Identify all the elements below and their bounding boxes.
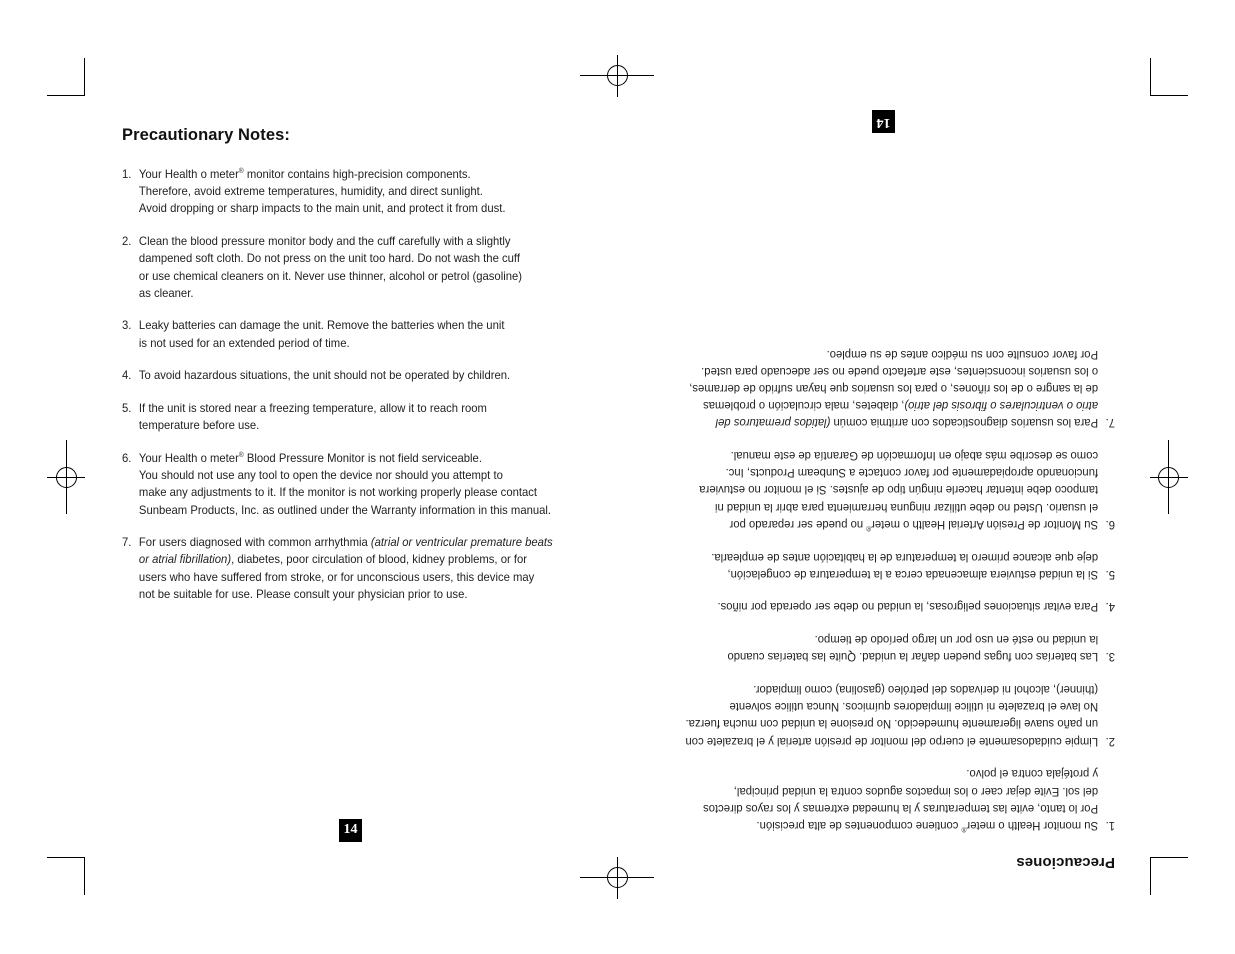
crop-mark-bottom-left-v — [84, 857, 85, 895]
list-item-line: (thinner), alcohol ni derivados del petróleo (gasolina) como limpiador. — [753, 683, 1099, 698]
list-item-line: Clean the blood pressure monitor body and the cuff carefully with a slightly — [138, 234, 511, 249]
list-item — [628, 681, 1115, 750]
list-item-number: 5. — [122, 401, 132, 416]
list-item-line: No lave el brazalete ni utilice limpiadores químicos. Nunca utilice solvente — [729, 700, 1099, 715]
list-item-number: 7. — [1105, 416, 1115, 431]
list-item-line: Su Monitor de Presión Arterial Health o meter® no puede ser reparado por — [729, 518, 1099, 533]
list-item-line: del sol. Evite dejar caer o los impactos agudos contra la unidad principal, — [733, 784, 1099, 799]
list-item-line: Your Health o meter® monitor contains high-precision components. — [138, 167, 471, 181]
list-item-line: as cleaner. — [138, 285, 194, 300]
crop-mark-bottom-right-h — [1150, 857, 1188, 858]
list-item-line: or atrial fibrillation), diabetes, poor circulation of blood, kidney problems, or for — [138, 552, 528, 567]
list-item-number: 3. — [122, 318, 132, 333]
crop-mark-top-right-v — [1150, 58, 1151, 96]
list-item-line: not be suitable for use. Please consult your physician prior to use. — [138, 586, 468, 601]
list-item — [628, 598, 1115, 615]
english-page — [122, 126, 592, 619]
list-item-line: un paño suave ligeramente humedecido. No presione la unidad con mucha fuerza. — [685, 717, 1099, 732]
spanish-page-inverted — [655, 330, 1115, 871]
list-item — [628, 346, 1115, 432]
list-item-line: Para evitar situaciones peligrosas, la unidad no debe ser operada por niños. — [717, 600, 1099, 615]
list-item-line: users who have suffered from stroke, or for unconscious users, this device may — [138, 569, 535, 584]
list-item-line: is not used for an extended period of time. — [138, 335, 350, 350]
list-item — [122, 166, 609, 218]
list-item-line: o los usuarios inconscientes, este artefacto puede no ser adecuado para usted. — [701, 364, 1099, 379]
list-item-line: Limpie cuidadosamente el cuerpo del monitor de presión arterial y el brazalete con — [685, 734, 1099, 749]
list-item-number: 6. — [1105, 518, 1115, 533]
list-item — [122, 450, 609, 519]
page-number-badge-inverted: 14 — [872, 110, 895, 133]
crop-mark-top-left-v — [84, 58, 85, 96]
list-item — [122, 317, 609, 351]
list-item-line: Para los usuarios diagnosticados con arritmia común (latidos prematuros del — [715, 416, 1099, 431]
list-item-line: You should not use any tool to open the device nor should you attempt to — [138, 468, 503, 483]
page-number-badge: 14 — [339, 819, 362, 842]
list-item-number: 6. — [122, 450, 132, 465]
page-title: Precautionary Notes: — [122, 126, 290, 144]
list-item-line: Your Health o meter® Blood Pressure Monitor is not field serviceable. — [138, 450, 482, 465]
list-item — [628, 549, 1115, 583]
list-item — [122, 367, 609, 384]
list-item-line: de la sangre o de los riñones, o para los usuarios que hayan sufrido de derrames, — [689, 382, 1099, 397]
list-item — [628, 631, 1115, 665]
list-item-line: make any adjustments to it. If the monitor is not working properly please contact — [138, 485, 538, 500]
precaution-list-spanish — [655, 346, 1115, 835]
list-item-line: or use chemical cleaners on it. Never use thinner, alcohol or petrol (gasoline) — [138, 268, 523, 283]
crop-mark-bottom-right-v — [1150, 857, 1151, 895]
list-item-line: y protéjala contra el polvo. — [966, 767, 1099, 782]
list-item — [122, 534, 609, 603]
list-item-line: la unidad no esté en uso por un largo período de tiempo. — [814, 633, 1099, 648]
registration-mark-right-circle — [1158, 467, 1179, 488]
list-item-line: For users diagnosed with common arrhythmia (atrial or ventricular premature beats — [138, 535, 553, 550]
list-item-line: Leaky batteries can damage the unit. Remove the batteries when the unit — [138, 318, 505, 333]
registration-mark-left-circle — [56, 467, 77, 488]
list-item-line: Por lo tanto, evite las temperaturas y la humedad extremas y los rayos directos — [703, 801, 1099, 816]
registration-mark-top-circle — [607, 65, 628, 86]
page-title-spanish: Precauciones — [1016, 854, 1115, 872]
list-item-line: temperature before use. — [138, 418, 260, 433]
list-item-line: To avoid hazardous situations, the unit should not be operated by children. — [138, 368, 511, 383]
list-item-line: deje que alcance primero la temperatura de la habitación antes de emplearla. — [711, 550, 1099, 565]
list-item — [628, 765, 1115, 834]
registration-mark-bottom-circle — [607, 867, 628, 888]
list-item-line: If the unit is stored near a freezing temperature, allow it to reach room — [138, 401, 487, 416]
list-item-line: dampened soft cloth. Do not press on the unit too hard. Do not wash the cuff — [138, 251, 520, 266]
list-item-number: 2. — [122, 234, 132, 249]
list-item-line: Si la unidad estuviera almacenada cerca a la temperatura de congelación, — [727, 567, 1099, 582]
precaution-list — [122, 166, 592, 603]
list-item-line: funcionando apropiadamente por favor contacte a Sunbeam Products, Inc. — [725, 466, 1099, 481]
list-item-number: 1. — [1105, 819, 1115, 834]
list-item-line: Sunbeam Products, Inc. as outlined under the Warranty information in this manual. — [138, 502, 552, 517]
list-item-line: tampoco debe intentar hacerle ningún tipo de ajustes. Si el monitor no estuviera — [699, 483, 1099, 498]
list-item-line: atrio o ventriculares o fibrosis del atrio), diabetes, mala circulación o problemas — [703, 399, 1099, 414]
list-item — [628, 447, 1115, 533]
list-item-number: 7. — [122, 535, 132, 550]
list-item-number: 4. — [1105, 600, 1115, 615]
list-item-line: Por favor consulte con su médico antes de su empleo. — [826, 347, 1099, 362]
list-item-number: 4. — [122, 368, 132, 383]
list-item-line: Su monitor Health o meter® contiene componentes de alta precisión. — [756, 819, 1099, 834]
list-item-number: 3. — [1105, 650, 1115, 665]
list-item-number: 5. — [1105, 567, 1115, 582]
list-item-line: como se describe más abajo en Información de Garantía de este manual. — [730, 449, 1099, 464]
list-item — [122, 400, 609, 434]
crop-mark-top-right-h — [1150, 95, 1188, 96]
crop-mark-top-left-h — [47, 95, 85, 96]
list-item-line: Therefore, avoid extreme temperatures, humidity, and direct sunlight. — [138, 184, 483, 199]
crop-mark-bottom-left-h — [47, 857, 85, 858]
list-item-number: 2. — [1105, 734, 1115, 749]
list-item-number: 1. — [122, 167, 132, 181]
list-item-line: Avoid dropping or sharp impacts to the main unit, and protect it from dust. — [138, 201, 506, 216]
list-item — [122, 233, 609, 302]
list-item-line: Las baterías con fugas pueden dañar la unidad. Quite las baterías cuando — [727, 650, 1099, 665]
list-item-line: el usuario. Usted no debe utilizar ninguna herramienta para abrir la unidad ni — [714, 500, 1099, 515]
